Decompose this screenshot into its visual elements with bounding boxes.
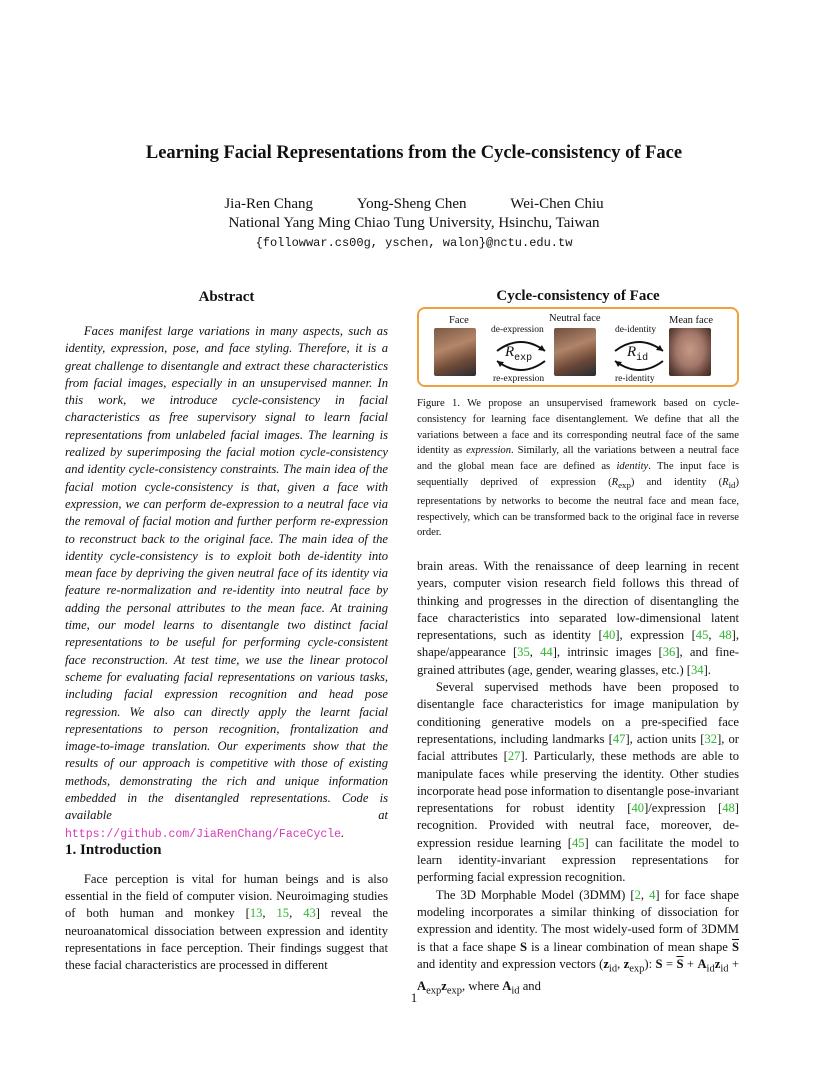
paragraph: Several supervised methods have been proposed to disentangle face characteristics for image manipulation by conditioning generative models on a pre-specified face representations, including landmarks [47], action units [32], or facial attributes [27]. Particularly, these methods are able to manipulate faces while preserving the identity. Other studies incorporate head pose information to disentangle pose-invariant representations for robust identity [40]/expression [48] recognition. Provided with neutral face, moreover, de-expression residue learning [45] can facilitate the model to learn identity-invariant expression representations for performing facial expression recognition.: [417, 680, 739, 885]
label-mean-face: Mean face: [669, 315, 714, 326]
author-2: Yong-Sheng Chen: [356, 196, 467, 212]
label-face: Face: [449, 315, 469, 326]
mean-face-image: [669, 328, 711, 376]
paper-title: Learning Facial Representations from the Cycle-consistency of Face: [145, 143, 683, 163]
citation-link[interactable]: 32: [704, 731, 718, 746]
citation-link[interactable]: 36: [662, 645, 676, 660]
label-neutral-face: Neutral face: [549, 313, 601, 324]
code-link[interactable]: https://github.com/JiaRenChang/FaceCycle: [65, 827, 342, 841]
r-exp-symbol: $R_{exp}$: [505, 344, 533, 364]
citation-link[interactable]: 4: [649, 887, 656, 902]
abstract-text: Faces manifest large variations in many aspects, such as identity, expression, pose, and face styling. Therefore, it is a great challenge to disentangle and extract these characteristics from facial images, especially in an unsupervised manner. In this work, we introduce cycle-consistency in facial characteristics as free supervisory signal to learn facial representations from unlabeled facial images. The learning is realized by superimposing the facial motion cycle-consistency and identity cycle-consistency constraints. The main idea of the facial motion cycle-consistency is that, given a face with expression, we can perform de-expression to a neutral face via the removal of facial motion and further perform re-expression to reconstruct back to the original face. The main idea of the identity cycle-consistency is to exploit both de-identity into mean face by depriving the given neutral face of its identity via feature re-normalization and re-identity into neutral face by adding the personal attributes to the mean face. At training time, our model learns to disentangle two distinct facial representations to be useful for performing cycle-consistent face reconstruction. At test time, we use the linear protocol scheme for evaluating facial representations on various tasks, including facial expression recognition and head pose regression. We also can directly apply the learnt facial representations to person recognition, frontalization and image-to-image translation. Our experiments show that the results of our approach is competitive with those of existing methods, demonstrating the rich and unique information embedded in the disentangled representations. Code is available at https://github.com/JiaRenChang/FaceCycle.: [65, 324, 388, 841]
abstract-heading: Abstract: [198, 289, 255, 305]
label-re-identity: re-identity: [615, 374, 655, 384]
input-face-image: [434, 328, 476, 376]
citation-link[interactable]: 47: [612, 731, 626, 746]
affiliation: National Yang Ming Chiao Tung University, Hsinchu, Taiwan: [228, 215, 600, 231]
intro-paragraph: Face perception is vital for human beings and is also essential in the field of computer vision. Neuroimaging studies of both human and monkey [13, 15, 43] reveal the neuroanatomical dissociation between expression and identity representations in face perception. Their findings suggest that these facial characteristics are processed in different: [65, 872, 388, 973]
neutral-face-image: [554, 328, 596, 376]
citation-link[interactable]: 34: [691, 662, 704, 677]
author-3: Wei-Chen Chiu: [510, 196, 604, 212]
label-re-expression: re-expression: [493, 374, 545, 384]
figure-1: [417, 307, 739, 387]
citation-link[interactable]: 27: [507, 749, 521, 764]
citation-link[interactable]: 2: [634, 887, 641, 902]
citation-link[interactable]: 48: [722, 801, 735, 816]
right-column-text: [417, 558, 739, 999]
citation-link[interactable]: 40: [602, 628, 616, 643]
abstract-body: Faces manifest large variations in many aspects, such as identity, expression, pose, and face styling. Therefore, it is a great challenge to disentangle and extract these characteristics from facial images, especially in an unsupervised manner. In this work, we introduce cycle-consistency in facial characteristics as free supervisory signal to learn facial representations from unlabeled facial images. The learning is realized by superimposing the facial motion cycle-consistency and identity cycle-consistency constraints. The main idea of the facial motion cycle-consistency is that, given a face with expression, we can perform de-expression to a neutral face via the removal of facial motion and further perform re-expression to reconstruct back to the original face. The main idea of the identity cycle-consistency is to exploit both de-identity into mean face by depriving the given neutral face of its identity via feature re-normalization and re-identity into neutral face by adding the personal attributes to the mean face. At training time, our model learns to disentangle two distinct facial representations to be useful for performing cycle-consistent face reconstruction. At test time, we use the linear protocol scheme for evaluating facial representations on various tasks, including facial expression recognition and head pose regression. We also can directly apply the learnt facial representations to person recognition, frontalization and image-to-image translation. Our experiments show that the results of our approach is competitive with those of existing methods, demonstrating the rich and unique information embedded in the disentangled representations. Code is available at: [65, 324, 388, 823]
author-1: Jia-Ren Chang: [224, 196, 314, 212]
author-emails: {followwar.cs00g, yschen, walon}@nctu.edu.tw: [255, 236, 573, 250]
citation-link[interactable]: 15: [276, 906, 290, 921]
r-id-symbol: $R_{id}$: [627, 344, 649, 364]
paragraph: brain areas. With the renaissance of deep learning in recent years, computer vision research field follows this thread of thinking and progresses in the direction of disentangling the face characteristics into separated low-dimensional latent representations, such as identity [40], expression [45, 48], shape/appearance [35, 44], intrinsic images [36], and fine-grained attributes (age, gender, wearing glasses, etc.) [34].: [417, 559, 739, 677]
figure-caption: Figure 1. We propose an unsupervised framework based on cycle-consistency for learning face disentanglement. We define that all the variations between a face and its corresponding neutral face of the same identity as expression. Similarly, all the variations between a neutral face and the global mean face are defined as identity. The input face is sequentially deprived of expression $(R_{exp})$ and identity $(R_{id})$ representations by networks to become the neutral face and mean face, respectively, which can be transformed back to the original face in reverse order.: [417, 398, 739, 539]
citation-link[interactable]: 48: [719, 628, 732, 643]
citation-link[interactable]: 43: [303, 906, 316, 921]
section-heading-introduction: 1. Introduction: [65, 842, 162, 858]
paragraph: The 3D Morphable Model (3DMM) [2, 4] for face shape modeling incorporates a similar thinking of dissociation for expression and identity. The most widely-used form of 3DMM is that a face shape S is a linear combination of mean shape $\overline{S}$ and identity and expression vectors ($z_{id}$, $z_{exp}$): $S = \overline{S} + A_{id}z_{id} + A_{exp}z_{exp}$, where $A_{id}$ and: [417, 887, 739, 997]
citation-link[interactable]: 45: [695, 628, 709, 643]
label-de-identity: de-identity: [615, 325, 657, 335]
citation-link[interactable]: 44: [540, 645, 553, 660]
figure-title: Cycle-consistency of Face: [496, 288, 660, 304]
citation-link[interactable]: 13: [249, 906, 263, 921]
page-number: 1: [410, 990, 418, 1005]
label-de-expression: de-expression: [491, 325, 544, 335]
citation-link[interactable]: 45: [571, 835, 585, 850]
author-list: [0, 196, 828, 213]
citation-link[interactable]: 35: [517, 645, 530, 660]
citation-link[interactable]: 40: [631, 801, 645, 816]
